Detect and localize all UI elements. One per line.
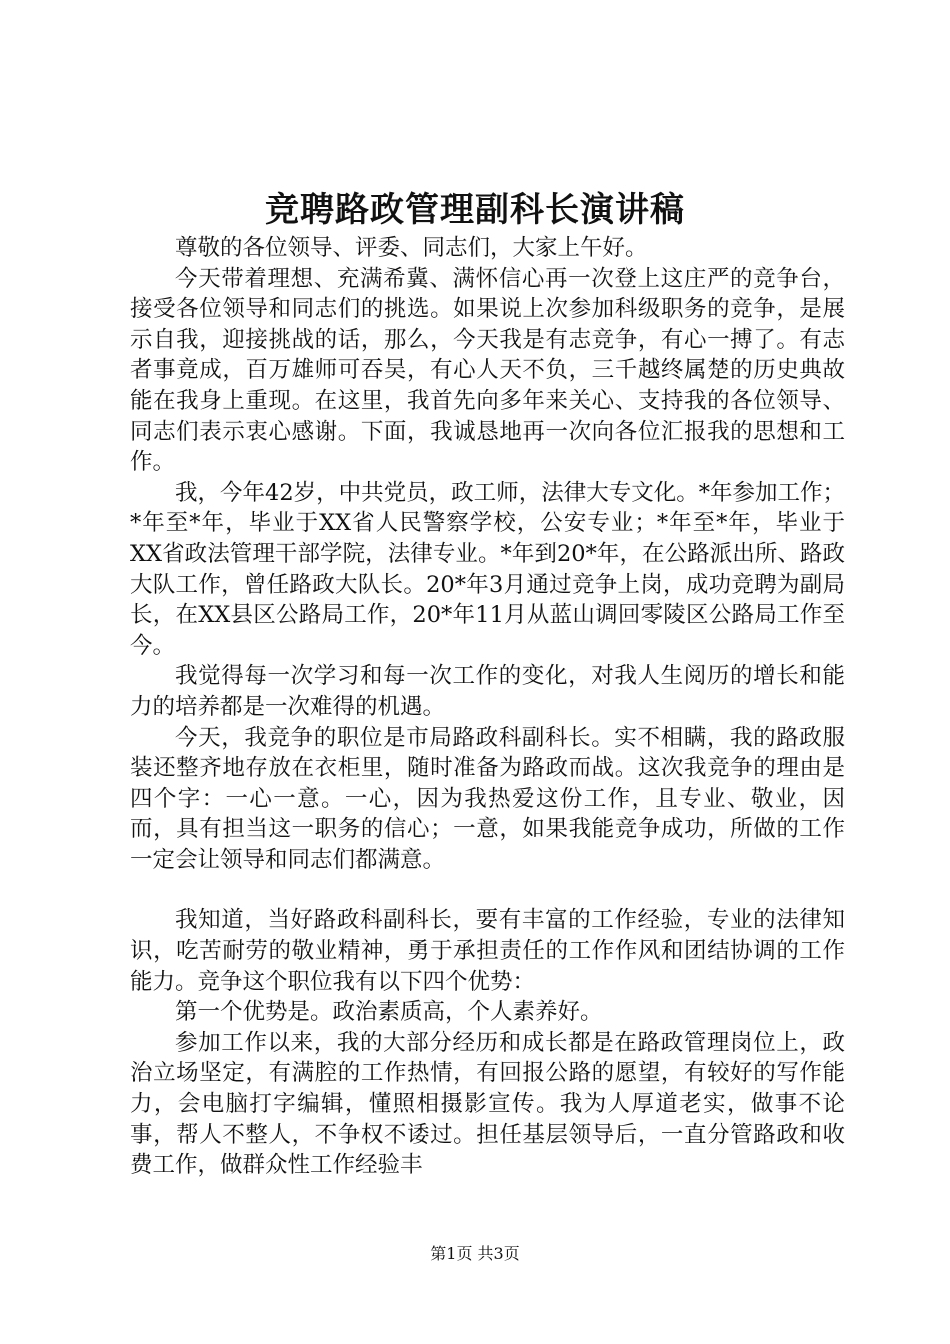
paragraph-advantage-one: 第一个优势是。政治素质高，个人素养好。	[175, 999, 603, 1026]
document-body	[130, 233, 845, 1181]
paragraph-intro: 今天带着理想、充满希冀、满怀信心再一次登上这庄严的竞争台，接受各位领导和同志们的挑选。如果说上次参加科级职务的竞争，是展示自我，迎接挑战的话，那么，今天我是有志竞争，有心一搏了。有志者事竟成，百万雄师可吞吴，有心人天不负，三千越终属楚的历史典故能在我身上重现。在这里，我首先向多年来关心、支持我的各位领导、同志们表示衷心感谢。下面，我诚恳地再一次向各位汇报我的思想和工作。	[130, 265, 845, 476]
paragraph-background: 我，今年42岁，中共党员，政工师，法律大专文化。*年参加工作；*年至*年，毕业于XX省人民警察学校，公安专业；*年至*年，毕业于XX省政法管理干部学院，法律专业。*年到20*年，在公路派出所、路政大队工作，曾任路政大队长。20*年3月通过竞争上岗，成功竞聘为副局长，在XX县区公路局工作，20*年11月从蓝山调回零陵区公路局工作至今。	[130, 479, 845, 659]
paragraph-requirements: 我知道，当好路政科副科长，要有丰富的工作经验，专业的法律知识，吃苦耐劳的敬业精神，勇于承担责任的工作作风和团结协调的工作能力。竞争这个职位我有以下四个优势：	[130, 907, 845, 995]
paragraph-position: 今天，我竞争的职位是市局路政科副科长。实不相瞒，我的路政服装还整齐地存放在衣柜里，随时准备为路政而战。这次我竞争的理由是四个字：一心一意。一心，因为我热爱这份工作，且专业、敬业，因而，具有担当这一职务的信心；一意，如果我能竞争成功，所做的工作一定会让领导和同志们都满意。	[130, 724, 845, 873]
paragraph-greeting: 尊敬的各位领导、评委、同志们，大家上午好。	[175, 235, 648, 261]
paragraph-spacer	[130, 875, 845, 905]
document-title: 竞聘路政管理副科长演讲稿	[265, 190, 685, 230]
page-number: 第1页 共3页	[430, 1244, 520, 1263]
paragraph-work-history: 参加工作以来，我的大部分经历和成长都是在路政管理岗位上，政治立场坚定，有满腔的工作热情，有回报公路的愿望，有较好的写作能力，会电脑打字编辑，懂照相摄影宣传。我为人厚道老实，做事不论事，帮人不整人，不争权不诿过。担任基层领导后，一直分管路政和收费工作，做群众性工作经验丰	[130, 1029, 845, 1179]
paragraph-experience: 我觉得每一次学习和每一次工作的变化，对我人生阅历的增长和能力的培养都是一次难得的机遇。	[130, 663, 845, 720]
